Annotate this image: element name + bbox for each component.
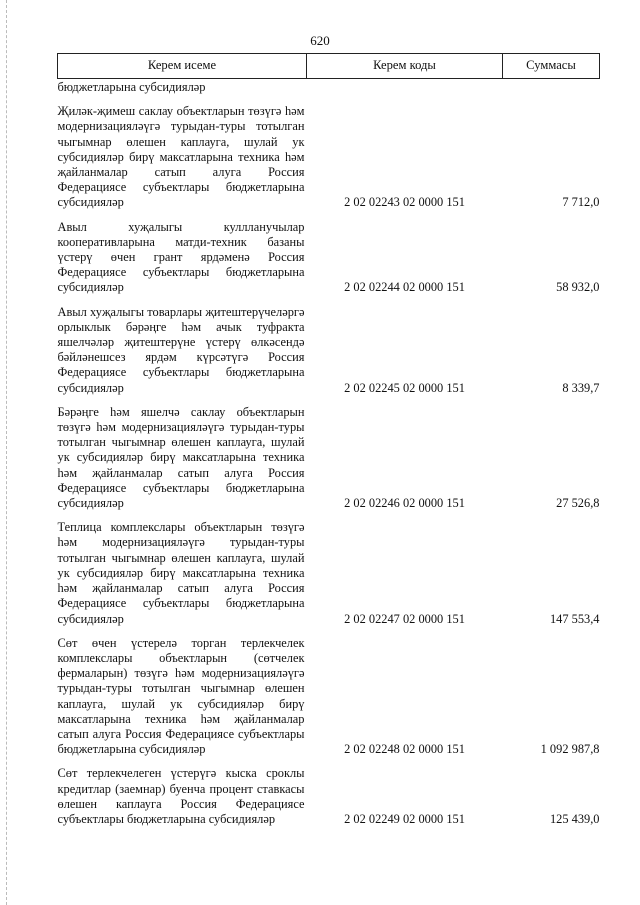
header-amount: Суммасы xyxy=(503,54,600,79)
row-name: Авыл хуҗалыгы товарлары җитештерүчеләргә орлыклык бәрәңге һәм ачык туфрактa яшелчәләр җитештерүне үстерү өлкәсендә бәйләнешсез ярдәм күрсәтүгә Россия Федерациясе субъектлары бюджетларына субсидияләр xyxy=(57,304,305,395)
continuation-text: бюджетларына субсидияләр xyxy=(57,80,206,94)
row-name: Теплица комплекслары объектларын төзүгә һәм модернизацияләүгә турыдан-туры тотылган чыгымнар өлешен каплауга, шулай ук субсидияләр бирү максатларына техника һәм җайланмалар сатып алуга Россия Федерациясе субъектлары бюджетларына субсидияләр xyxy=(57,520,305,626)
row-amount: 7 712,0 xyxy=(562,195,600,210)
header-code: Керем коды xyxy=(307,54,503,79)
page-number: 620 xyxy=(310,33,330,48)
row-code: 2 02 02245 02 0000 151 xyxy=(344,380,465,395)
header-name: Керем исеме xyxy=(58,54,307,79)
row-amount: 1 092 987,8 xyxy=(540,742,600,757)
row-name: Авыл хуҗалыгы куллланучылар кооперативларына матди-техник базаны үстерү өчен грант ярдәменә Россия Федерациясе субъектлары бюджетларына субсидияләр xyxy=(57,219,305,295)
row-name: Сөт өчен үстерелә торган терлекчелек комплекслары объектларын (сөтчелек фермаларын) төзүгә һәм модернизацияләүгә турыдан-туры тотылган чыгымнар өлешен каплауга, шулай ук субсидияләр бирү максатларына техника һәм җайланмалар сатып алуга Россия Федерациясе субъектлары бюджетларына субсидияләр xyxy=(57,635,305,757)
row-amount: 8 339,7 xyxy=(562,380,600,395)
row-code: 2 02 02243 02 0000 151 xyxy=(344,195,465,210)
row-code: 2 02 02249 02 0000 151 xyxy=(344,811,465,826)
row-amount: 147 553,4 xyxy=(549,611,600,626)
table-body xyxy=(58,79,600,828)
table-row xyxy=(58,757,600,827)
table-row xyxy=(58,95,600,210)
table-row xyxy=(58,296,600,396)
budget-table xyxy=(57,53,600,827)
row-name: Сөт терлекчелеген үстерүгә кыска сроклы кредитлар (заемнар) буенча процент ставкасы өлешен каплауга Россия Федерациясе субъектлары бюджетларына субсидияләр xyxy=(57,766,305,826)
continuation-row xyxy=(58,79,600,96)
table-header xyxy=(58,54,600,79)
table-row xyxy=(58,511,600,626)
page-edge-line xyxy=(6,0,7,905)
row-amount: 27 526,8 xyxy=(556,496,600,511)
row-amount: 125 439,0 xyxy=(549,811,600,826)
table-row xyxy=(58,627,600,758)
row-code: 2 02 02246 02 0000 151 xyxy=(344,496,465,511)
table-row xyxy=(58,396,600,511)
row-code: 2 02 02247 02 0000 151 xyxy=(344,611,465,626)
row-name: Бәрәңге һәм яшелчә саклау объектларын төзүгә һәм модернизацияләүгә турыдан-туры тотылган чыгымнар өлешен каплауга, шулай ук субсидияләр бирү максатларына техника һәм җайланмалар сатып алуга Россия Федерациясе субъектлары бюджетларына субсидияләр xyxy=(57,404,305,511)
row-code: 2 02 02248 02 0000 151 xyxy=(344,742,465,757)
table-row xyxy=(58,211,600,296)
row-amount: 58 932,0 xyxy=(556,280,600,295)
row-code: 2 02 02244 02 0000 151 xyxy=(344,280,465,295)
row-name: Җиләк-җимеш саклау объектларын төзүгә һәм модернизацияләүгә турыдан-туры тотылган чыгымнар өлешен каплауга, шулай ук субсидияләр бирү максатларына техника һәм җайланмалар сатып алуга Россия Федерациясе субъектлары бюджетларына субсидияләр xyxy=(57,104,305,210)
